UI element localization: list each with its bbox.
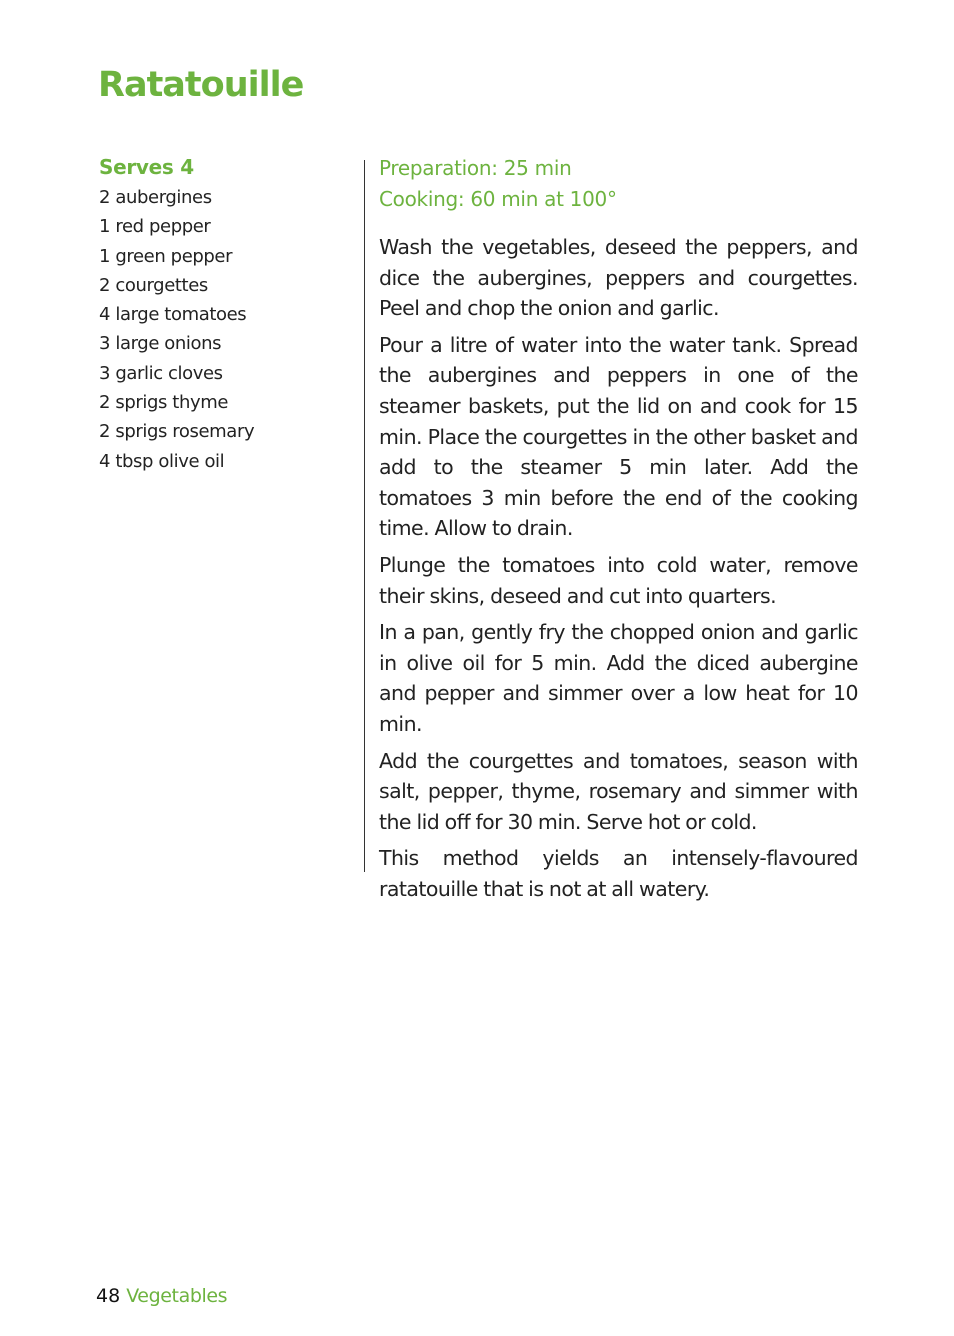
method-step: Add the courgettes and tomatoes, season with salt, pepper, thyme, rosemary and simmer with the lid off for 30 min. Serve hot or cold. (379, 748, 858, 834)
ingredient-item: 2 sprigs rosemary (99, 421, 255, 443)
method-step: In a pan, gently fry the chopped onion and garlic in olive oil for 5 min. Add the diced aubergine and pepper and simmer over a low heat for 10 min. (379, 620, 858, 736)
method-step: This method yields an intensely-flavoured ratatouille that is not at all watery. (379, 846, 858, 901)
ingredient-item: 2 sprigs thyme (99, 392, 229, 414)
ingredients-column (99, 152, 349, 476)
ingredient-item: 3 garlic cloves (99, 362, 223, 384)
method-column (379, 153, 858, 910)
ingredient-item: 4 tbsp olive oil (99, 450, 225, 472)
method-step: Wash the vegetables, deseed the peppers, and dice the aubergines, peppers and courgettes. Peel and chop the onion and garlic. (379, 235, 858, 321)
ingredient-list (99, 183, 349, 476)
ingredient-item: 2 aubergines (99, 187, 212, 208)
ingredient-item: 1 red pepper (99, 216, 211, 238)
ingredient-item: 3 large onions (99, 333, 222, 355)
section-name: Vegetables (126, 1285, 228, 1307)
preparation-time: Preparation: 25 min (379, 156, 572, 180)
cooking-time: Cooking: 60 min at 100° (379, 187, 617, 211)
method-step: Plunge the tomatoes into cold water, remove their skins, deseed and cut into quarters. (379, 552, 858, 608)
serves-heading: Serves 4 (99, 155, 194, 179)
ingredient-item: 4 large tomatoes (99, 304, 247, 326)
page-number: 48 (96, 1285, 121, 1307)
column-divider (364, 160, 365, 872)
method-step: Pour a litre of water into the water tank. Spread the aubergines and peppers in one of the steamer baskets, put the lid on and cook for 15 min. Place the courgettes in the other basket and add to the steamer 5 min later. Add the tomatoes 3 min before the end of the cooking time. Allow to drain. (379, 332, 858, 541)
method-steps (379, 232, 858, 904)
ingredient-item: 1 green pepper (99, 245, 233, 267)
page-footer (96, 1282, 227, 1310)
ingredient-item: 2 courgettes (99, 274, 208, 296)
recipe-title: Ratatouille (98, 65, 304, 105)
